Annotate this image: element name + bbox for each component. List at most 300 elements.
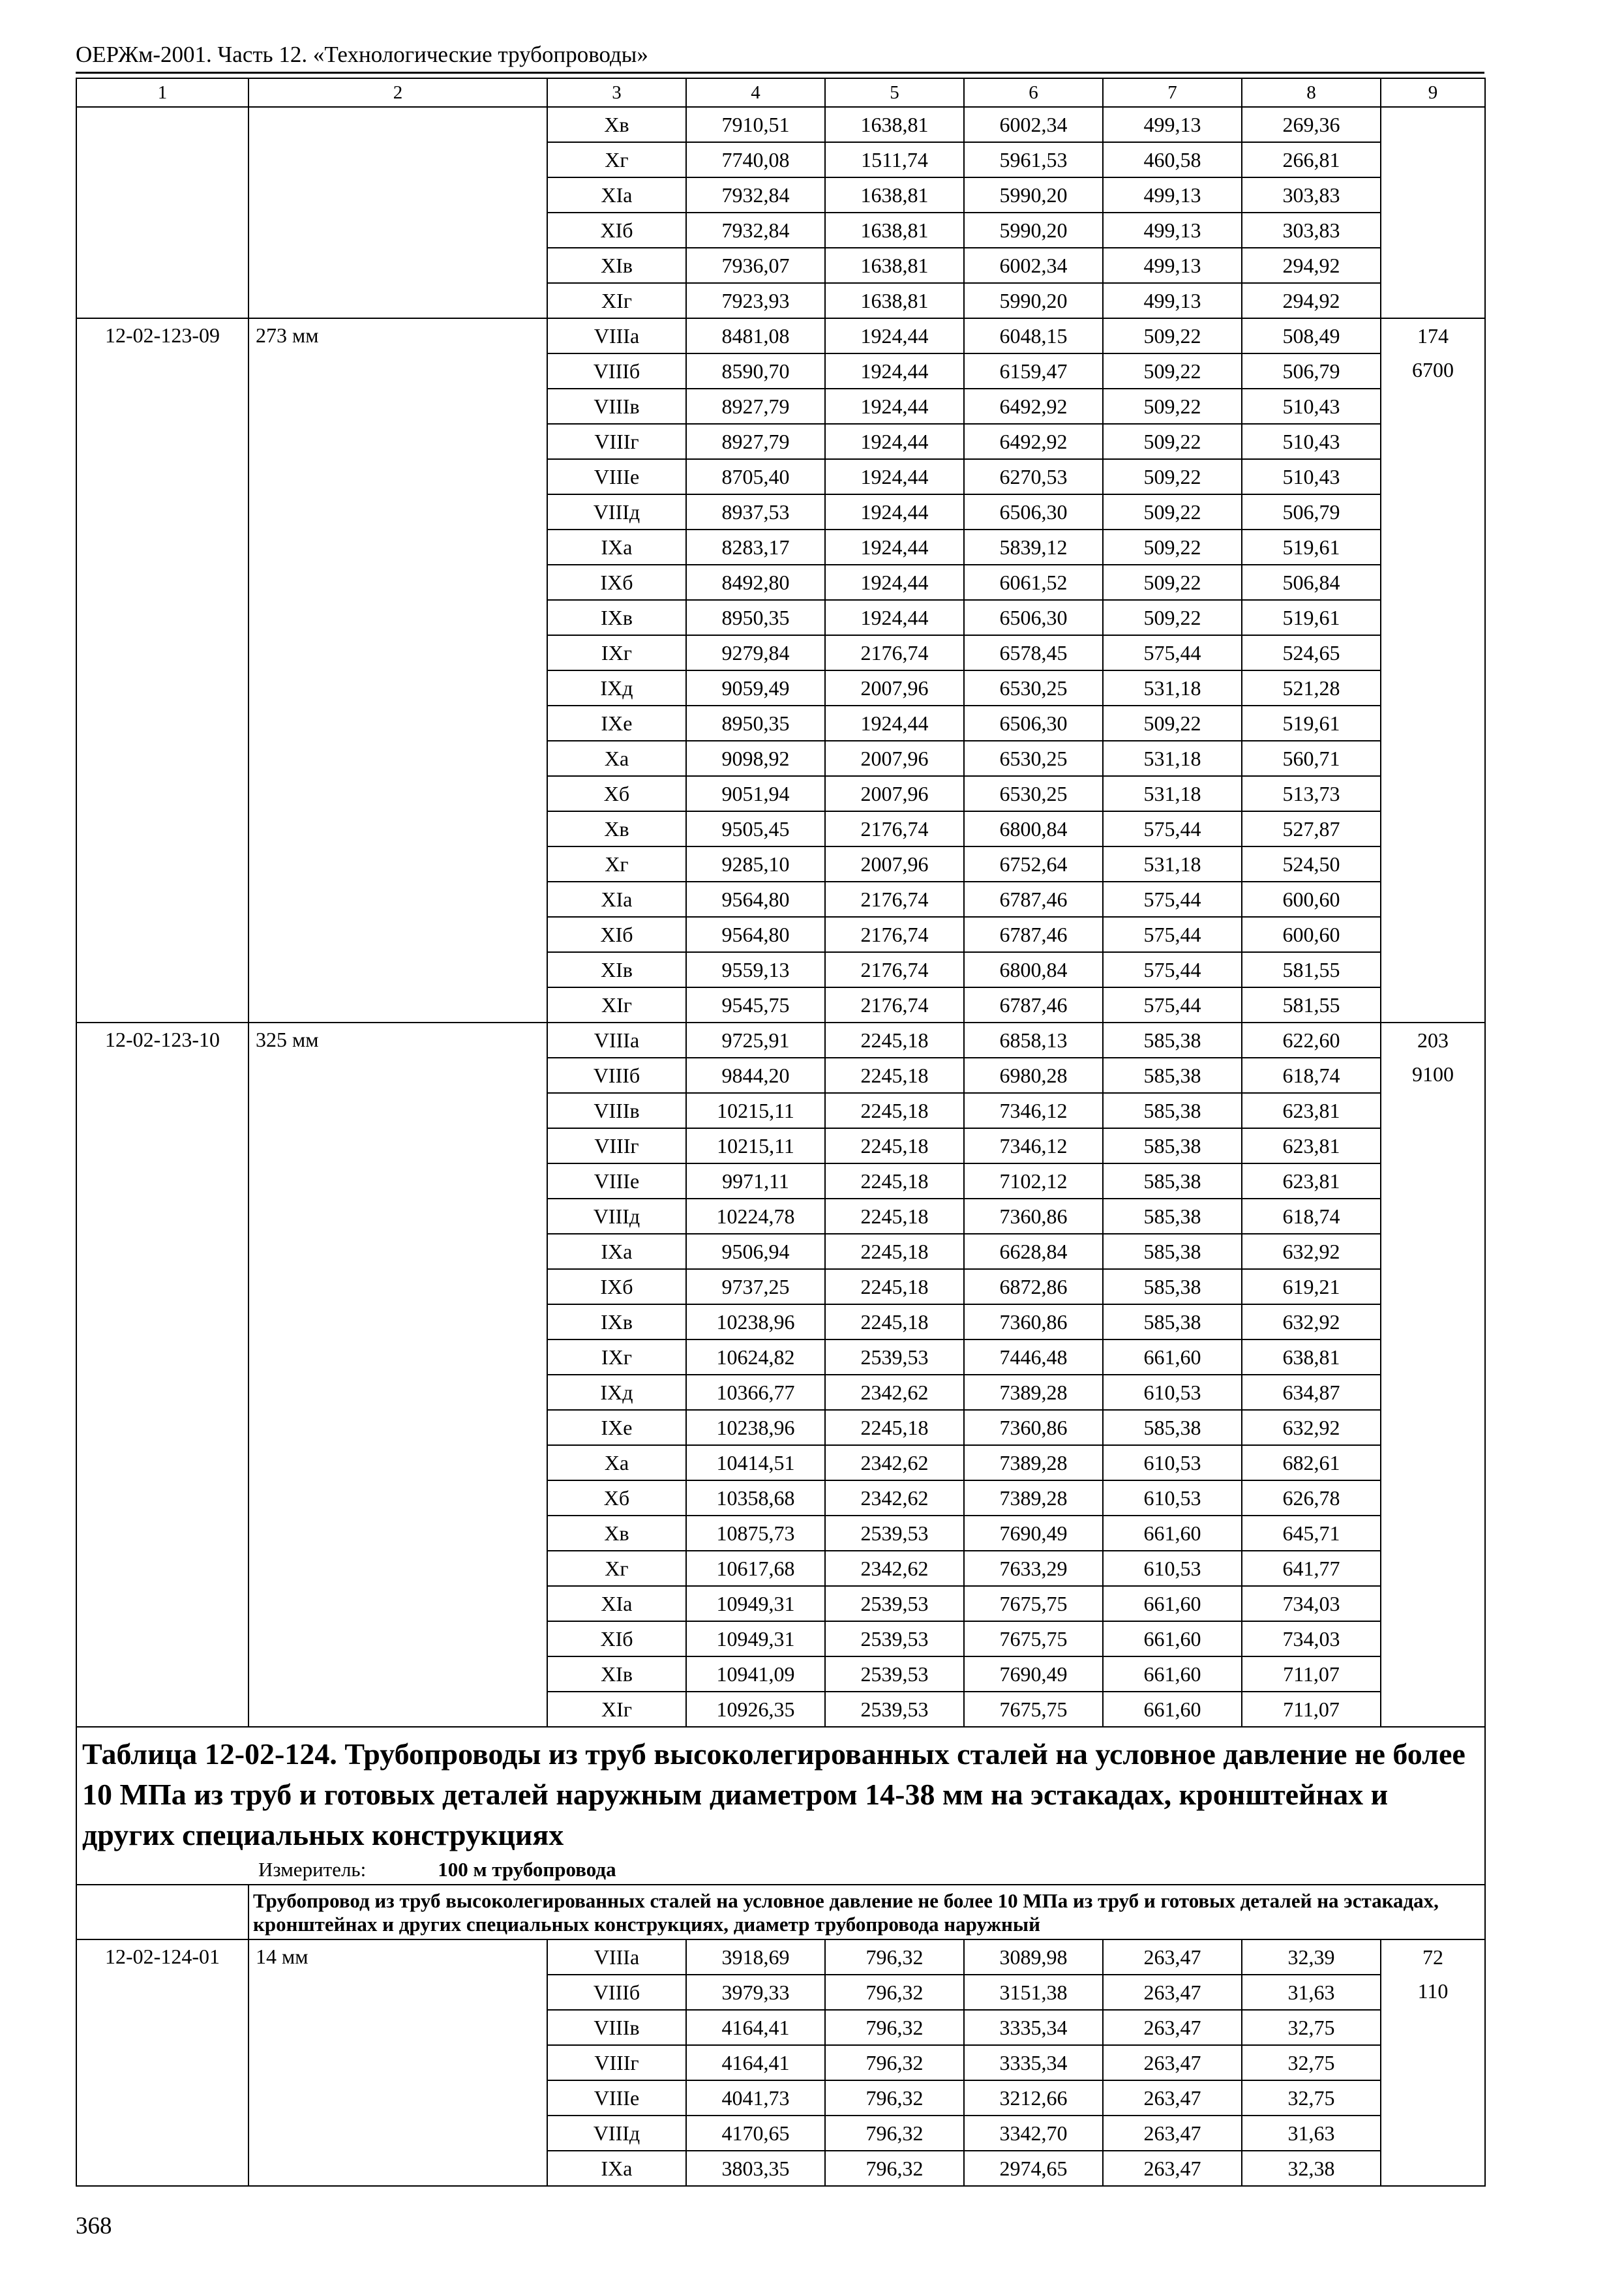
machine-cost: 6506,30 xyxy=(964,706,1103,741)
operator-wage: 661,60 xyxy=(1103,1339,1242,1375)
total-cost: 4164,41 xyxy=(686,2010,825,2045)
machine-cost: 6628,84 xyxy=(964,1234,1103,1269)
labor-cost: 2176,74 xyxy=(825,952,964,987)
total-cost: 9545,75 xyxy=(686,987,825,1023)
operator-wage: 661,60 xyxy=(1103,1621,1242,1656)
machine-cost: 3335,34 xyxy=(964,2045,1103,2080)
material-cost: 622,60 xyxy=(1242,1023,1381,1058)
total-cost: 9844,20 xyxy=(686,1058,825,1093)
total-cost: 7932,84 xyxy=(686,177,825,213)
material-cost: 519,61 xyxy=(1242,600,1381,635)
total-cost: 9285,10 xyxy=(686,846,825,882)
running-header-title: ОЕРЖм-2001. Часть 12. «Технологические трубопроводы» xyxy=(76,42,648,67)
total-cost: 7740,08 xyxy=(686,142,825,177)
operator-wage: 585,38 xyxy=(1103,1163,1242,1199)
material-cost: 626,78 xyxy=(1242,1480,1381,1516)
operator-wage: 661,60 xyxy=(1103,1692,1242,1727)
price-class: IXа xyxy=(547,2151,686,2186)
operator-wage: 661,60 xyxy=(1103,1656,1242,1692)
operator-wage: 585,38 xyxy=(1103,1269,1242,1304)
resource-value: 72 xyxy=(1422,1945,1443,1969)
price-class: Xг xyxy=(547,142,686,177)
resource-cell xyxy=(1381,1939,1485,2186)
total-cost: 7932,84 xyxy=(686,213,825,248)
operator-wage: 509,22 xyxy=(1103,494,1242,530)
machine-cost: 7102,12 xyxy=(964,1163,1103,1199)
operator-wage: 509,22 xyxy=(1103,318,1242,353)
material-cost: 634,87 xyxy=(1242,1375,1381,1410)
price-class: Xа xyxy=(547,741,686,776)
price-class: VIIIе xyxy=(547,459,686,494)
price-class: VIIIв xyxy=(547,2010,686,2045)
price-class: IXв xyxy=(547,600,686,635)
table-row xyxy=(76,1023,1485,1058)
operator-wage: 575,44 xyxy=(1103,811,1242,846)
machine-cost: 5990,20 xyxy=(964,283,1103,318)
operator-wage: 509,22 xyxy=(1103,600,1242,635)
price-class: VIIIа xyxy=(547,1023,686,1058)
total-cost: 10926,35 xyxy=(686,1692,825,1727)
price-class: IXе xyxy=(547,706,686,741)
material-cost: 638,81 xyxy=(1242,1339,1381,1375)
total-cost: 10358,68 xyxy=(686,1480,825,1516)
operator-wage: 610,53 xyxy=(1103,1480,1242,1516)
material-cost: 623,81 xyxy=(1242,1163,1381,1199)
labor-cost: 2539,53 xyxy=(825,1516,964,1551)
labor-cost: 2007,96 xyxy=(825,846,964,882)
total-cost: 9505,45 xyxy=(686,811,825,846)
labor-cost: 1638,81 xyxy=(825,248,964,283)
operator-wage: 575,44 xyxy=(1103,952,1242,987)
price-class: VIIIб xyxy=(547,1975,686,2010)
machine-cost: 7446,48 xyxy=(964,1339,1103,1375)
labor-cost: 1924,44 xyxy=(825,706,964,741)
labor-cost: 796,32 xyxy=(825,2116,964,2151)
operator-wage: 661,60 xyxy=(1103,1516,1242,1551)
labor-cost: 2342,62 xyxy=(825,1551,964,1586)
machine-cost: 6800,84 xyxy=(964,952,1103,987)
total-cost: 9564,80 xyxy=(686,917,825,952)
price-class: XIб xyxy=(547,917,686,952)
column-number: 7 xyxy=(1103,78,1242,107)
total-cost: 10414,51 xyxy=(686,1445,825,1480)
machine-cost: 5839,12 xyxy=(964,530,1103,565)
labor-cost: 2245,18 xyxy=(825,1234,964,1269)
column-number: 4 xyxy=(686,78,825,107)
total-cost: 3918,69 xyxy=(686,1939,825,1975)
machine-cost: 7690,49 xyxy=(964,1516,1103,1551)
column-number: 9 xyxy=(1381,78,1485,107)
machine-cost: 6530,25 xyxy=(964,776,1103,811)
material-cost: 294,92 xyxy=(1242,283,1381,318)
machine-cost: 3335,34 xyxy=(964,2010,1103,2045)
operator-wage: 263,47 xyxy=(1103,2045,1242,2080)
operator-wage: 509,22 xyxy=(1103,353,1242,389)
labor-cost: 2007,96 xyxy=(825,776,964,811)
material-cost: 641,77 xyxy=(1242,1551,1381,1586)
resource-cell xyxy=(1381,107,1485,318)
total-cost: 8950,35 xyxy=(686,706,825,741)
labor-cost: 1924,44 xyxy=(825,600,964,635)
operator-wage: 610,53 xyxy=(1103,1445,1242,1480)
price-class: XIа xyxy=(547,177,686,213)
material-cost: 645,71 xyxy=(1242,1516,1381,1551)
operator-wage: 575,44 xyxy=(1103,987,1242,1023)
item-diameter-cell xyxy=(248,107,547,318)
labor-cost: 796,32 xyxy=(825,1939,964,1975)
machine-cost: 6787,46 xyxy=(964,987,1103,1023)
operator-wage: 610,53 xyxy=(1103,1551,1242,1586)
total-cost: 10215,11 xyxy=(686,1093,825,1128)
price-class: XIа xyxy=(547,1586,686,1621)
total-cost: 4164,41 xyxy=(686,2045,825,2080)
total-cost: 10949,31 xyxy=(686,1621,825,1656)
machine-cost: 7346,12 xyxy=(964,1093,1103,1128)
resource-cell xyxy=(1381,318,1485,1023)
machine-cost: 6002,34 xyxy=(964,248,1103,283)
machine-cost: 6159,47 xyxy=(964,353,1103,389)
machine-cost: 6980,28 xyxy=(964,1058,1103,1093)
labor-cost: 2176,74 xyxy=(825,811,964,846)
material-cost: 682,61 xyxy=(1242,1445,1381,1480)
price-class: XIв xyxy=(547,248,686,283)
price-class: VIIIг xyxy=(547,1128,686,1163)
operator-wage: 499,13 xyxy=(1103,177,1242,213)
operator-wage: 585,38 xyxy=(1103,1093,1242,1128)
total-cost: 10224,78 xyxy=(686,1199,825,1234)
price-table xyxy=(76,78,1486,2187)
material-cost: 519,61 xyxy=(1242,530,1381,565)
machine-cost: 7675,75 xyxy=(964,1692,1103,1727)
operator-wage: 531,18 xyxy=(1103,776,1242,811)
column-number: 5 xyxy=(825,78,964,107)
labor-cost: 1924,44 xyxy=(825,389,964,424)
price-class: XIб xyxy=(547,1621,686,1656)
item-code: 12-02-123-10 xyxy=(76,1023,248,1727)
operator-wage: 585,38 xyxy=(1103,1199,1242,1234)
item-diameter: 325 мм xyxy=(248,1023,547,1727)
labor-cost: 2176,74 xyxy=(825,917,964,952)
price-class: IXе xyxy=(547,1410,686,1445)
material-cost: 581,55 xyxy=(1242,952,1381,987)
total-cost: 8705,40 xyxy=(686,459,825,494)
labor-cost: 2245,18 xyxy=(825,1304,964,1339)
table-title: Таблица 12-02-124. Трубопроводы из труб высоколегированных сталей на условное давление не более 10 МПа из труб и готовых деталей наружным диаметром 14-38 мм на эстакадах, кронштейнах и других специальных конструкциях xyxy=(82,1737,1466,1851)
price-class: XIа xyxy=(547,882,686,917)
labor-cost: 796,32 xyxy=(825,2045,964,2080)
material-cost: 506,79 xyxy=(1242,494,1381,530)
material-cost: 618,74 xyxy=(1242,1199,1381,1234)
total-cost: 7923,93 xyxy=(686,283,825,318)
price-class: XIв xyxy=(547,952,686,987)
material-cost: 619,21 xyxy=(1242,1269,1381,1304)
material-cost: 31,63 xyxy=(1242,1975,1381,2010)
material-cost: 303,83 xyxy=(1242,177,1381,213)
machine-cost: 7389,28 xyxy=(964,1480,1103,1516)
material-cost: 734,03 xyxy=(1242,1586,1381,1621)
operator-wage: 509,22 xyxy=(1103,389,1242,424)
labor-cost: 1924,44 xyxy=(825,530,964,565)
labor-cost: 2245,18 xyxy=(825,1023,964,1058)
labor-cost: 1924,44 xyxy=(825,459,964,494)
operator-wage: 499,13 xyxy=(1103,248,1242,283)
material-cost: 600,60 xyxy=(1242,917,1381,952)
operator-wage: 263,47 xyxy=(1103,2010,1242,2045)
machine-cost: 6858,13 xyxy=(964,1023,1103,1058)
column-number-row xyxy=(76,78,1485,107)
labor-cost: 2245,18 xyxy=(825,1410,964,1445)
resource-value: 203 xyxy=(1417,1028,1449,1052)
operator-wage: 509,22 xyxy=(1103,565,1242,600)
table-title-cell xyxy=(76,1727,1485,1885)
price-class: VIIIб xyxy=(547,1058,686,1093)
material-cost: 269,36 xyxy=(1242,107,1381,142)
total-cost: 4041,73 xyxy=(686,2080,825,2116)
measure-value: 100 м трубопровода xyxy=(438,1858,616,1881)
price-class: IXд xyxy=(547,1375,686,1410)
total-cost: 3803,35 xyxy=(686,2151,825,2186)
machine-cost: 5990,20 xyxy=(964,213,1103,248)
labor-cost: 1638,81 xyxy=(825,107,964,142)
operator-wage: 509,22 xyxy=(1103,424,1242,459)
resource-cell xyxy=(1381,1023,1485,1727)
labor-cost: 2342,62 xyxy=(825,1375,964,1410)
material-cost: 560,71 xyxy=(1242,741,1381,776)
total-cost: 10941,09 xyxy=(686,1656,825,1692)
item-code: 12-02-123-09 xyxy=(76,318,248,1023)
operator-wage: 585,38 xyxy=(1103,1128,1242,1163)
operator-wage: 509,22 xyxy=(1103,530,1242,565)
labor-cost: 1511,74 xyxy=(825,142,964,177)
resource-value: 6700 xyxy=(1412,358,1454,382)
machine-cost: 6002,34 xyxy=(964,107,1103,142)
price-class: IXг xyxy=(547,635,686,670)
resource-value: 9100 xyxy=(1412,1062,1454,1086)
price-class: IXб xyxy=(547,565,686,600)
total-cost: 3979,33 xyxy=(686,1975,825,2010)
price-class: Xг xyxy=(547,1551,686,1586)
machine-cost: 7360,86 xyxy=(964,1199,1103,1234)
price-class: Xв xyxy=(547,811,686,846)
price-class: VIIIа xyxy=(547,318,686,353)
material-cost: 32,38 xyxy=(1242,2151,1381,2186)
total-cost: 9564,80 xyxy=(686,882,825,917)
price-class: VIIIв xyxy=(547,389,686,424)
price-class: Xв xyxy=(547,107,686,142)
price-class: VIIIа xyxy=(547,1939,686,1975)
labor-cost: 1924,44 xyxy=(825,318,964,353)
item-code: 12-02-124-01 xyxy=(76,1939,248,2186)
operator-wage: 585,38 xyxy=(1103,1234,1242,1269)
total-cost: 8950,35 xyxy=(686,600,825,635)
column-number: 2 xyxy=(248,78,547,107)
machine-cost: 6787,46 xyxy=(964,917,1103,952)
material-cost: 510,43 xyxy=(1242,389,1381,424)
material-cost: 32,39 xyxy=(1242,1939,1381,1975)
labor-cost: 2539,53 xyxy=(825,1339,964,1375)
operator-wage: 460,58 xyxy=(1103,142,1242,177)
operator-wage: 610,53 xyxy=(1103,1375,1242,1410)
operator-wage: 499,13 xyxy=(1103,213,1242,248)
labor-cost: 2539,53 xyxy=(825,1656,964,1692)
machine-cost: 6506,30 xyxy=(964,494,1103,530)
labor-cost: 2007,96 xyxy=(825,670,964,706)
total-cost: 9725,91 xyxy=(686,1023,825,1058)
material-cost: 32,75 xyxy=(1242,2080,1381,2116)
labor-cost: 796,32 xyxy=(825,2080,964,2116)
machine-cost: 6787,46 xyxy=(964,882,1103,917)
price-class: IXа xyxy=(547,530,686,565)
labor-cost: 796,32 xyxy=(825,2010,964,2045)
machine-cost: 3151,38 xyxy=(964,1975,1103,2010)
machine-cost: 7633,29 xyxy=(964,1551,1103,1586)
total-cost: 9737,25 xyxy=(686,1269,825,1304)
measure-line xyxy=(82,1857,1479,1883)
machine-cost: 7690,49 xyxy=(964,1656,1103,1692)
total-cost: 10949,31 xyxy=(686,1586,825,1621)
machine-cost: 7675,75 xyxy=(964,1586,1103,1621)
total-cost: 8927,79 xyxy=(686,424,825,459)
material-cost: 506,79 xyxy=(1242,353,1381,389)
machine-cost: 3342,70 xyxy=(964,2116,1103,2151)
price-class: XIг xyxy=(547,1692,686,1727)
material-cost: 711,07 xyxy=(1242,1692,1381,1727)
table-subtitle: Трубопровод из труб высоколегированных сталей на условное давление не более 10 МПа из труб и готовых деталей на эстакадах, кронштейнах и других специальных конструкциях, диаметр трубопровода наружный xyxy=(248,1885,1485,1939)
total-cost: 10366,77 xyxy=(686,1375,825,1410)
labor-cost: 2245,18 xyxy=(825,1269,964,1304)
machine-cost: 7346,12 xyxy=(964,1128,1103,1163)
material-cost: 294,92 xyxy=(1242,248,1381,283)
machine-cost: 6270,53 xyxy=(964,459,1103,494)
price-class: Xв xyxy=(547,1516,686,1551)
labor-cost: 1638,81 xyxy=(825,177,964,213)
material-cost: 513,73 xyxy=(1242,776,1381,811)
page-number: 368 xyxy=(76,2213,112,2239)
material-cost: 510,43 xyxy=(1242,424,1381,459)
price-class: Xб xyxy=(547,1480,686,1516)
price-class: XIв xyxy=(547,1656,686,1692)
price-class: Xг xyxy=(547,846,686,882)
total-cost: 4170,65 xyxy=(686,2116,825,2151)
resource-value: 174 xyxy=(1417,324,1449,348)
machine-cost: 6492,92 xyxy=(964,424,1103,459)
labor-cost: 2245,18 xyxy=(825,1163,964,1199)
price-class: IXв xyxy=(547,1304,686,1339)
operator-wage: 263,47 xyxy=(1103,1975,1242,2010)
operator-wage: 575,44 xyxy=(1103,917,1242,952)
operator-wage: 499,13 xyxy=(1103,283,1242,318)
machine-cost: 6872,86 xyxy=(964,1269,1103,1304)
operator-wage: 263,47 xyxy=(1103,1939,1242,1975)
labor-cost: 2245,18 xyxy=(825,1128,964,1163)
column-number: 6 xyxy=(964,78,1103,107)
price-class: Xа xyxy=(547,1445,686,1480)
operator-wage: 509,22 xyxy=(1103,706,1242,741)
operator-wage: 585,38 xyxy=(1103,1304,1242,1339)
price-class: XIг xyxy=(547,283,686,318)
material-cost: 519,61 xyxy=(1242,706,1381,741)
total-cost: 10617,68 xyxy=(686,1551,825,1586)
table-title-row xyxy=(76,1727,1485,1885)
column-number: 1 xyxy=(76,78,248,107)
machine-cost: 6530,25 xyxy=(964,741,1103,776)
item-code-cell xyxy=(76,107,248,318)
machine-cost: 7360,86 xyxy=(964,1410,1103,1445)
measure-label: Измеритель: xyxy=(258,1858,367,1881)
material-cost: 32,75 xyxy=(1242,2045,1381,2080)
column-number: 8 xyxy=(1242,78,1381,107)
price-class: XIг xyxy=(547,987,686,1023)
operator-wage: 263,47 xyxy=(1103,2116,1242,2151)
price-class: VIIIв xyxy=(547,1093,686,1128)
total-cost: 9971,11 xyxy=(686,1163,825,1199)
machine-cost: 6578,45 xyxy=(964,635,1103,670)
material-cost: 734,03 xyxy=(1242,1621,1381,1656)
machine-cost: 6530,25 xyxy=(964,670,1103,706)
operator-wage: 531,18 xyxy=(1103,741,1242,776)
labor-cost: 2342,62 xyxy=(825,1480,964,1516)
total-cost: 7910,51 xyxy=(686,107,825,142)
material-cost: 711,07 xyxy=(1242,1656,1381,1692)
labor-cost: 2176,74 xyxy=(825,882,964,917)
operator-wage: 585,38 xyxy=(1103,1023,1242,1058)
total-cost: 10875,73 xyxy=(686,1516,825,1551)
material-cost: 632,92 xyxy=(1242,1410,1381,1445)
labor-cost: 1924,44 xyxy=(825,424,964,459)
price-class: VIIIг xyxy=(547,424,686,459)
table-subtitle-row xyxy=(76,1885,1485,1939)
labor-cost: 1638,81 xyxy=(825,283,964,318)
total-cost: 8283,17 xyxy=(686,530,825,565)
material-cost: 506,84 xyxy=(1242,565,1381,600)
machine-cost: 6061,52 xyxy=(964,565,1103,600)
machine-cost: 7389,28 xyxy=(964,1445,1103,1480)
header-divider xyxy=(76,72,1484,74)
total-cost: 8937,53 xyxy=(686,494,825,530)
price-class: VIIIе xyxy=(547,2080,686,2116)
material-cost: 524,65 xyxy=(1242,635,1381,670)
material-cost: 632,92 xyxy=(1242,1304,1381,1339)
labor-cost: 796,32 xyxy=(825,2151,964,2186)
operator-wage: 585,38 xyxy=(1103,1058,1242,1093)
machine-cost: 6492,92 xyxy=(964,389,1103,424)
operator-wage: 509,22 xyxy=(1103,459,1242,494)
total-cost: 9279,84 xyxy=(686,635,825,670)
price-class: VIIIб xyxy=(547,353,686,389)
item-diameter: 14 мм xyxy=(248,1939,547,2186)
total-cost: 10238,96 xyxy=(686,1304,825,1339)
material-cost: 581,55 xyxy=(1242,987,1381,1023)
material-cost: 600,60 xyxy=(1242,882,1381,917)
labor-cost: 1924,44 xyxy=(825,565,964,600)
material-cost: 510,43 xyxy=(1242,459,1381,494)
price-class: VIIIд xyxy=(547,494,686,530)
labor-cost: 2176,74 xyxy=(825,987,964,1023)
material-cost: 303,83 xyxy=(1242,213,1381,248)
price-class: Xб xyxy=(547,776,686,811)
price-class: VIIIд xyxy=(547,1199,686,1234)
machine-cost: 3089,98 xyxy=(964,1939,1103,1975)
operator-wage: 263,47 xyxy=(1103,2080,1242,2116)
machine-cost: 6752,64 xyxy=(964,846,1103,882)
price-class: IXб xyxy=(547,1269,686,1304)
operator-wage: 531,18 xyxy=(1103,670,1242,706)
price-class: IXд xyxy=(547,670,686,706)
total-cost: 8927,79 xyxy=(686,389,825,424)
machine-cost: 7360,86 xyxy=(964,1304,1103,1339)
price-class: VIIIд xyxy=(547,2116,686,2151)
material-cost: 508,49 xyxy=(1242,318,1381,353)
